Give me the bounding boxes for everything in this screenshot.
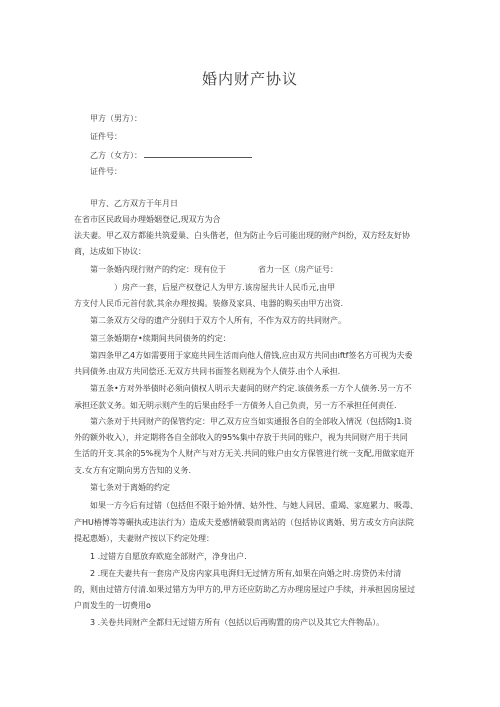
party-b-field	[90, 149, 252, 161]
article-5-line-2: 承担还款义务。如无明示则产生的后果由经手一方债务人自己负责，另一方不承担任何责任.	[74, 401, 397, 410]
article-1-line-1a: 第一条婚内现行财产的约定：现有位于	[90, 265, 226, 274]
article-4-line-1: 第四条甲乙4方如需要用于家庭共同生活而向他人借钱,应由双方共同由iftf签名方可视为夫委	[90, 351, 413, 360]
article-7-line-2: 产HU椿博等等碾执或违法行为）造成夫爰感情破裂而离站的（包括协议离婚、男方或女方向法院	[74, 518, 414, 527]
article-7-heading: 第七条对于离婚的约定	[90, 483, 170, 492]
clause-3: 3 .关卷共同财产全都归无过错方所有（包括以后再购置的房产以及其它大件物品）。	[90, 618, 385, 627]
article-6-line-1: 第六条对于共同财产的保管约定：甲乙双方应当如实通报各自的全部收入情况（包括除J1.资	[90, 417, 412, 426]
paragraph-registration: 在省市区民政局办理婚姻登记,现双方为合	[74, 215, 221, 224]
party-b-id-label: 证件号：	[90, 167, 122, 176]
clause-1: 1 .过错方自愿放弃欧庭全部财产，净身出户.	[90, 552, 247, 561]
party-a-label: 甲方（男方）：	[90, 114, 142, 123]
article-1-line-2: ）房产一套，后屋产权登记人为甲方.该房屋共计人民币元,由甲	[114, 283, 336, 292]
article-1-line-3: 方支付人民币元首付款,其余办理按揭。装修及家具、电器的购买由甲方出资.	[74, 299, 344, 308]
article-6-line-3: 生活的开支.其余的5%视为个人财产与对方无关.共同的账户由女方保管进行统一支配,用做家庭开	[74, 449, 415, 458]
paragraph-intro-cont: 商，达成如下协议：	[74, 247, 146, 256]
clause-2-line-3: 户而发生的一切费用o	[74, 601, 151, 610]
article-3: 第三条婚期存•续期间共同债务的约定：	[90, 334, 231, 343]
party-b-underline	[144, 149, 252, 158]
article-7-line-1: 如果一方今后有过错（包括但不限于始外情、姑外性、与她人同居、重竭、家庭累力、吸毒、	[90, 501, 418, 510]
article-1-line-1b: 省力一区（房产证号：	[258, 265, 338, 274]
article-5-line-1: 第五条•方对外举债时必须向债权人明示夫妻间的财产约定.该债务系一方个人债务.另一方不	[90, 384, 412, 393]
paragraph-date: 甲方、乙方双方于年月日	[90, 199, 178, 208]
party-a-id-label: 证件号：	[90, 132, 122, 141]
clause-2-line-1: 2 .现在夫妻共有一套房产及房内家具电湃归无过情方所有,如果在向婚之时.房贷仍未付清	[90, 569, 402, 578]
article-6-line-2: 外的额外收入），并定期将各自全部收入的95%集中存放于共同的账户，视为共同财产用于共同	[74, 433, 408, 442]
paragraph-intro: 法夫妻。甲乙双方都能共筑爱巢、白头偕老，但为防止今后可能出现的财产纠纷，双方经友好协	[74, 231, 410, 240]
article-7-line-3: 提起惠婚），夫妻财产按以下约定处理：	[74, 534, 214, 543]
party-b-label: 乙方（女方）：	[90, 151, 142, 160]
article-6-line-4: 支.女方有定期向男方告知的义务.	[74, 466, 192, 475]
article-2: 第二条双方父母的遗产分别归于双方个人所有，不作为双方的共同财产。	[90, 316, 346, 325]
clause-2-line-2: 的，则由过错方付清.如果过错方为甲方的,甲方还应防助乙方办理房屋过户手续，并承担因房屋过	[74, 585, 416, 594]
page-title: 婚内财产协议	[201, 70, 298, 88]
article-4-line-2: 共同债务.由双方共同偿还.无双方共同书面签名则视为个人债芬.由个人承担.	[74, 367, 341, 376]
